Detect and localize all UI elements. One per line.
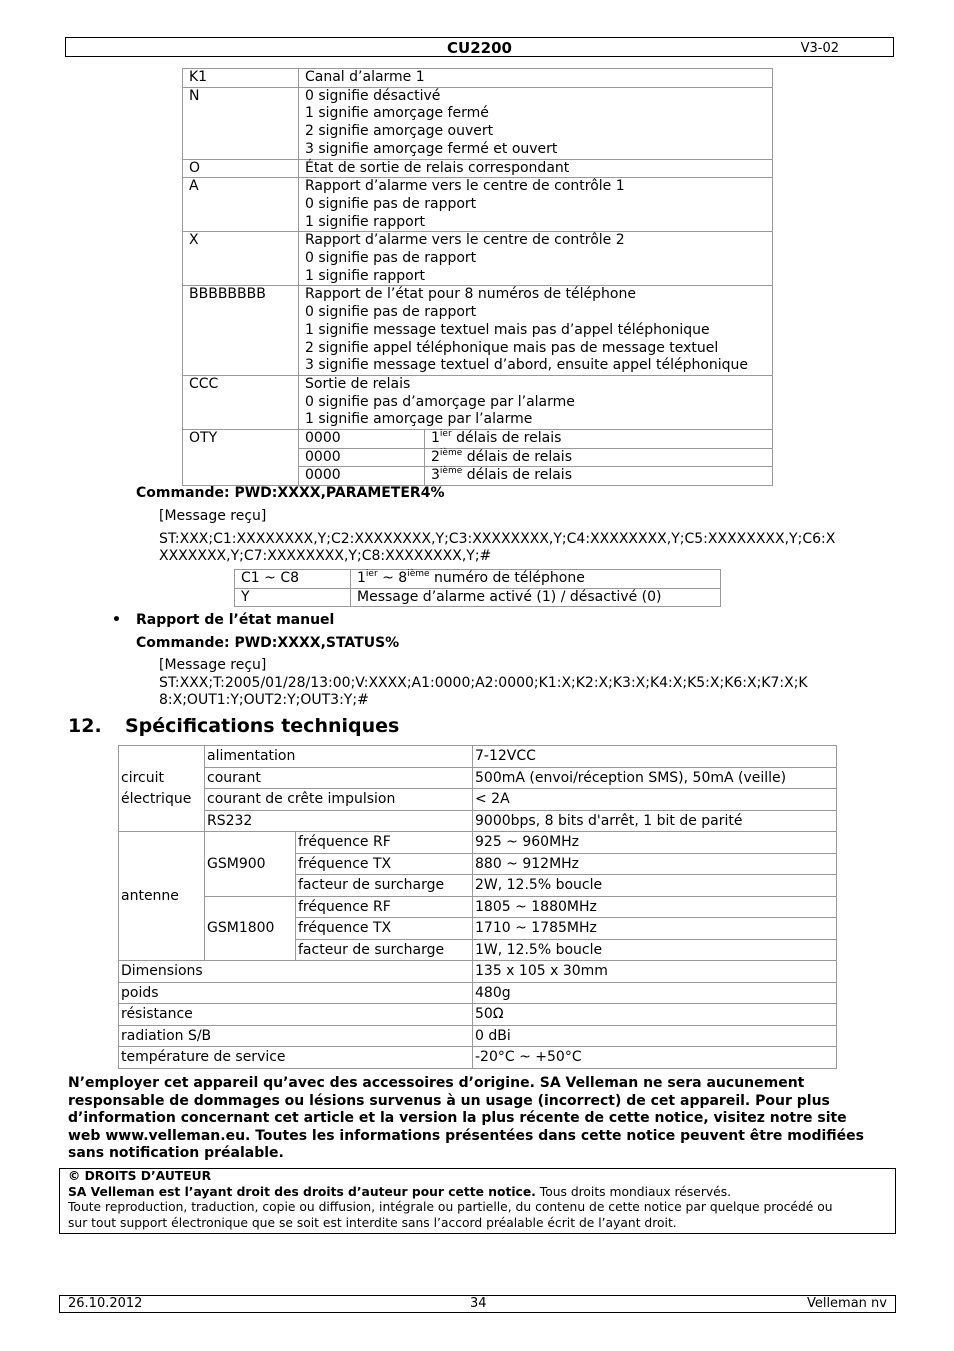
spec-param: Dimensions xyxy=(119,961,473,983)
param-key: OTY xyxy=(183,430,299,486)
ordinal: 2 xyxy=(431,448,440,465)
copyright-line: Toute reproduction, traduction, copie ou diffusion, intégrale ou partielle, du contenu de cette notice par quelque procédé ou xyxy=(68,1200,833,1215)
spec-value: 9000bps, 8 bits d'arrêt, 1 bit de parité xyxy=(473,810,837,832)
ordinal-suffix: ième xyxy=(407,569,430,579)
table-cell xyxy=(351,570,721,589)
param-line: 1 signifie amorçage fermé xyxy=(305,105,489,122)
spec-param: poids xyxy=(119,982,473,1004)
param-line: 1 signifie rapport xyxy=(305,267,425,284)
page-number: 34 xyxy=(470,1296,487,1311)
param-value xyxy=(299,87,773,159)
table-row xyxy=(183,232,773,286)
group-label: antenne xyxy=(119,832,205,961)
param-key: BBBBBBBB xyxy=(183,286,299,376)
param-value xyxy=(299,232,773,286)
group-label xyxy=(119,746,205,832)
bullet-item: • Rapport de l’état manuel xyxy=(112,612,335,628)
spec-param: radiation S/B xyxy=(119,1025,473,1047)
param-line: 2 signifie amorçage ouvert xyxy=(305,123,494,140)
page-header xyxy=(65,37,894,57)
param-line: Rapport d’alarme vers le centre de contrôle 2 xyxy=(305,232,625,249)
param-line: 0 signifie pas de rapport xyxy=(305,250,477,267)
param-key: O xyxy=(183,159,299,178)
message-line: ST:XXX;C1:XXXXXXXX,Y;C2:XXXXXXXX,Y;C3:XXXXXXXX,Y;C4:XXXXXXXX,Y;C5:XXXXXXXX,Y;C6:X xyxy=(159,531,836,547)
spec-value: 925 ~ 960MHz xyxy=(473,832,837,854)
warning-line: web www.velleman.eu. Toutes les informations présentées dans cette notice peuvent être modifiées xyxy=(68,1127,864,1144)
received-label: [Message reçu] xyxy=(159,657,267,673)
oty-desc xyxy=(425,448,773,467)
spec-value: 1710 ~ 1785MHz xyxy=(473,918,837,940)
warning-line: N’employer cet appareil qu’avec des accessoires d’origine. SA Velleman ne sera aucunement xyxy=(68,1075,805,1091)
spec-value: 500mA (envoi/réception SMS), 50mA (veille) xyxy=(473,767,837,789)
param-key: A xyxy=(183,178,299,232)
param-line: Rapport de l’état pour 8 numéros de téléphone xyxy=(305,286,636,303)
ordinal: 3 xyxy=(431,467,440,484)
param-value xyxy=(299,375,773,429)
section-number: 12. xyxy=(68,715,102,737)
model-name: CU2200 xyxy=(447,39,512,57)
spec-param: fréquence TX xyxy=(296,918,473,940)
table-row xyxy=(119,1025,837,1047)
param-line: 3 signifie amorçage fermé et ouvert xyxy=(305,140,558,157)
table-row xyxy=(183,159,773,178)
spec-value: 1W, 12.5% boucle xyxy=(473,939,837,961)
ordinal-suffix: ième xyxy=(439,466,463,477)
spec-value: 2W, 12.5% boucle xyxy=(473,875,837,897)
table-row xyxy=(235,588,721,607)
parameter-table xyxy=(182,68,773,486)
param-value xyxy=(299,69,773,88)
table-row xyxy=(183,178,773,232)
spec-param: courant xyxy=(205,767,473,789)
table-row xyxy=(119,832,837,854)
spec-param: température de service xyxy=(119,1047,473,1069)
label-line: circuit xyxy=(121,770,164,786)
cell-text: délais de relais xyxy=(451,430,562,447)
spec-param: résistance xyxy=(119,1004,473,1026)
copyright-bold: SA Velleman est l’ayant droit des droits d’auteur pour cette notice. xyxy=(68,1184,536,1199)
band-label: GSM1800 xyxy=(205,896,296,961)
table-cell: C1 ~ C8 xyxy=(235,570,351,589)
spec-param: fréquence RF xyxy=(296,832,473,854)
bullet-title: Rapport de l’état manuel xyxy=(136,612,335,628)
table-row xyxy=(119,810,837,832)
param-value xyxy=(299,286,773,376)
table-cell: Y xyxy=(235,588,351,607)
warning-line: d’information concernant cet article et la version la plus récente de cette notice, visitez notre site xyxy=(68,1110,847,1127)
ordinal-suffix: ier xyxy=(365,569,378,579)
spec-param: alimentation xyxy=(205,746,473,768)
oty-code: 0000 xyxy=(299,467,425,486)
param-line: 2 signifie appel téléphonique mais pas de message textuel xyxy=(305,339,719,356)
spec-value: 0 dBi xyxy=(473,1025,837,1047)
page-footer xyxy=(59,1295,896,1313)
oty-code: 0000 xyxy=(299,430,425,449)
message-line: 8:X;OUT1:Y;OUT2:Y;OUT3:Y;# xyxy=(159,692,369,708)
table-row xyxy=(119,767,837,789)
message-line: XXXXXXX,Y;C7:XXXXXXXX,Y;C8:XXXXXXXX,Y;# xyxy=(159,548,492,564)
phone-table xyxy=(234,569,721,607)
param-line: 0 signifie pas de rapport xyxy=(305,304,477,321)
param-key: CCC xyxy=(183,375,299,429)
table-row xyxy=(119,789,837,811)
table-row xyxy=(183,286,773,376)
range-text: ~ 8 xyxy=(377,570,408,586)
spec-value: 880 ~ 912MHz xyxy=(473,853,837,875)
param-line: 0 signifie pas d’amorçage par l’alarme xyxy=(305,393,575,410)
param-line: Sortie de relais xyxy=(305,375,411,392)
spec-param: RS232 xyxy=(205,810,473,832)
spec-value: 480g xyxy=(473,982,837,1004)
spec-param: facteur de surcharge xyxy=(296,875,473,897)
label-line: électrique xyxy=(121,790,192,807)
warning-text xyxy=(68,1075,893,1163)
spec-value: 7-12VCC xyxy=(473,746,837,768)
cell-text: numéro de téléphone xyxy=(429,570,585,586)
param-key: N xyxy=(183,87,299,159)
oty-desc xyxy=(425,430,773,449)
copyright-line xyxy=(68,1185,887,1201)
band-label: GSM900 xyxy=(205,832,296,897)
param-line: 0 signifie désactivé xyxy=(305,87,441,104)
table-row xyxy=(183,375,773,429)
warning-line: responsable de dommages ou lésions survenus à un usage (incorrect) de cet appareil. Pour plus xyxy=(68,1092,830,1109)
table-row xyxy=(183,87,773,159)
footer-company: Velleman nv xyxy=(806,1296,887,1311)
warning-line: sans notification préalable. xyxy=(68,1145,284,1162)
table-row xyxy=(235,570,721,589)
table-row xyxy=(119,1047,837,1069)
copyright-line: sur tout support électronique que se soit est interdite sans l’accord préalable écrit de l’ayant droit. xyxy=(68,1215,677,1230)
spec-param: courant de crête impulsion xyxy=(205,789,473,811)
oty-code: 0000 xyxy=(299,448,425,467)
param-line: 3 signifie message textuel d’abord, ensuite appel téléphonique xyxy=(305,357,749,374)
param-value xyxy=(299,178,773,232)
spec-table xyxy=(118,745,837,1069)
table-row xyxy=(119,896,837,918)
spec-value: 50Ω xyxy=(473,1004,837,1026)
param-line: Canal d’alarme 1 xyxy=(305,69,425,85)
section-heading xyxy=(68,715,400,737)
spec-value: < 2A xyxy=(473,789,837,811)
footer-date: 26.10.2012 xyxy=(68,1296,143,1311)
ordinal-suffix: ier xyxy=(439,429,452,440)
table-row xyxy=(119,1004,837,1026)
cell-text: délais de relais xyxy=(462,467,572,484)
spec-value: 1805 ~ 1880MHz xyxy=(473,896,837,918)
param-line: 1 signifie rapport xyxy=(305,213,425,230)
table-row xyxy=(119,746,837,768)
version: V3-02 xyxy=(800,41,839,56)
cell-text: délais de relais xyxy=(462,448,572,465)
copyright-rest: Tous droits mondiaux réservés. xyxy=(535,1184,732,1199)
spec-param: fréquence TX xyxy=(296,853,473,875)
copyright-box xyxy=(59,1168,896,1234)
message-line: ST:XXX;T:2005/01/28/13:00;V:XXXX;A1:0000;A2:0000;K1:X;K2:X;K3:X;K4:X;K5:X;K6:X;K7:X;K xyxy=(159,675,808,691)
copyright-title: © DROITS D’AUTEUR xyxy=(68,1169,212,1183)
spec-param: fréquence RF xyxy=(296,896,473,918)
ordinal: 1 xyxy=(357,570,366,586)
param-line: Rapport d’alarme vers le centre de contrôle 1 xyxy=(305,178,625,195)
table-row xyxy=(119,982,837,1004)
param-line: 1 signifie message textuel mais pas d’appel téléphonique xyxy=(305,321,710,338)
table-row xyxy=(183,430,773,449)
ordinal: 1 xyxy=(431,430,440,447)
spec-value: 135 x 105 x 30mm xyxy=(473,961,837,983)
param-line: 0 signifie pas de rapport xyxy=(305,195,477,212)
param-key: K1 xyxy=(183,69,299,88)
ordinal-suffix: ième xyxy=(439,447,463,458)
param-line: 1 signifie amorçage par l’alarme xyxy=(305,411,533,428)
oty-desc xyxy=(425,467,773,486)
table-row xyxy=(183,69,773,88)
param-line: État de sortie de relais correspondant xyxy=(305,159,570,176)
command-status: Commande: PWD:XXXX,STATUS% xyxy=(136,635,400,651)
param-key: X xyxy=(183,232,299,286)
spec-value: -20°C ~ +50°C xyxy=(473,1047,837,1069)
table-cell: Message d’alarme activé (1) / désactivé (0) xyxy=(351,588,721,607)
spec-param: facteur de surcharge xyxy=(296,939,473,961)
received-label: [Message reçu] xyxy=(159,508,267,524)
param-value xyxy=(299,159,773,178)
table-row xyxy=(119,961,837,983)
section-title: Spécifications techniques xyxy=(125,715,400,737)
command-parameter4: Commande: PWD:XXXX,PARAMETER4% xyxy=(136,485,445,501)
